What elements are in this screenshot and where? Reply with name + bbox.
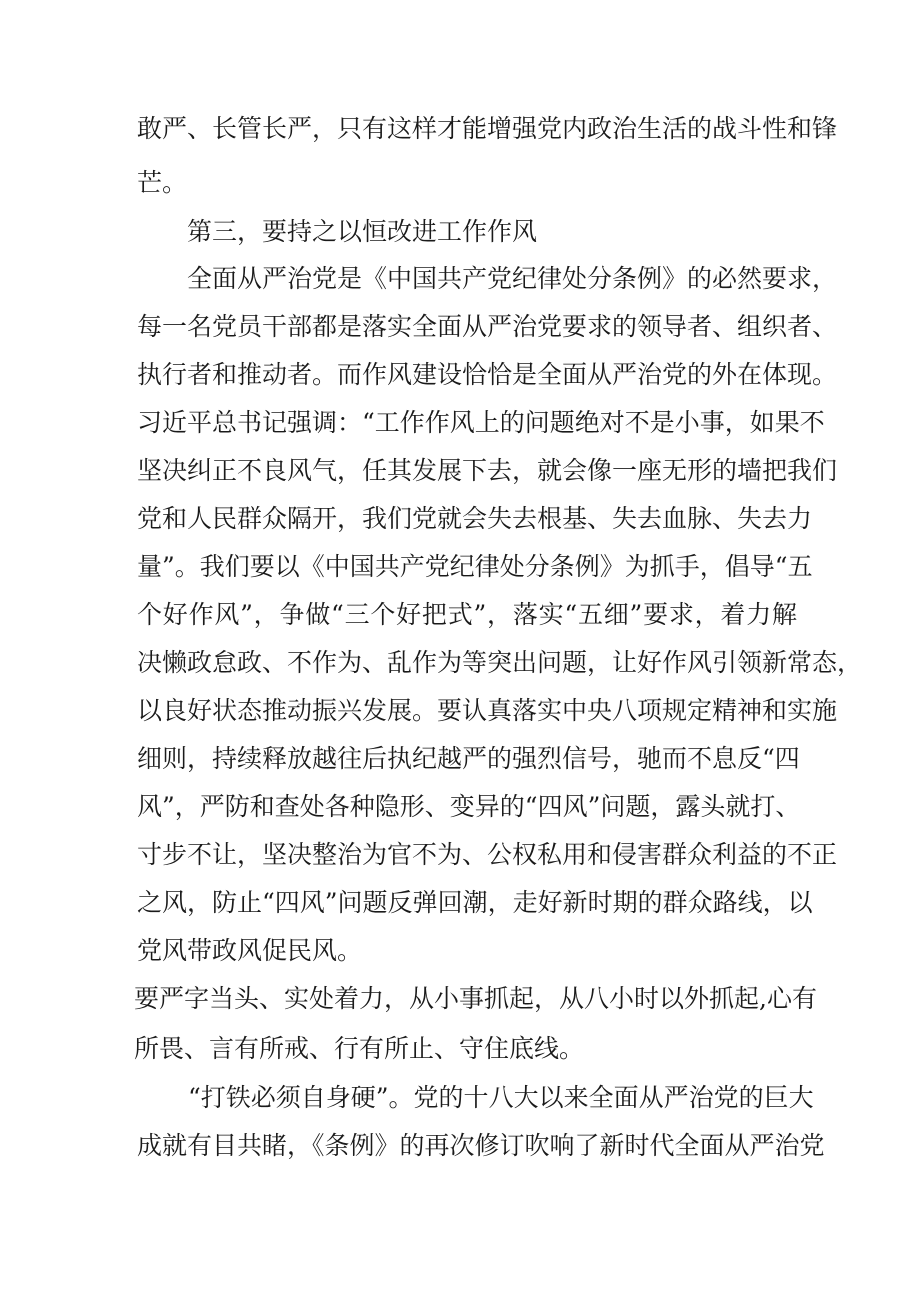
text-line: 芒。 (137, 168, 188, 197)
text-line: 全面从严治党是《中国共产党纪律处分条例》的必然要求， (187, 264, 838, 293)
text-line: 每一名党员干部都是落实全面从严治党要求的领导者、组织者、 (137, 312, 838, 341)
section-heading: 第三，要持之以恒改进工作作风 (187, 217, 538, 246)
text-line: 习近平总书记强调：“工作作风上的问题绝对不是小事，如果不 (137, 408, 825, 437)
text-line: 党和人民群众隔开，我们党就会失去根基、失去血脉、失去力 (137, 504, 813, 533)
text-line: 执行者和推动者。而作风建设恰恰是全面从严治党的外在体现。 (137, 360, 838, 389)
text-line: 敢严、长管长严，只有这样才能增强党内政治生活的战斗性和锋 (137, 114, 838, 143)
text-line: 要严字当头、实处着力，从小事抓起，从八小时以外抓起,心有 (134, 984, 817, 1013)
text-line: 细则，持续释放越往后执纪越严的强烈信号，驰而不息反“四 (137, 744, 800, 773)
text-line: 所畏、言有所戒、行有所止、守住底线。 (134, 1034, 585, 1063)
text-line: 之风，防止“四风”问题反弹回潮，走好新时期的群众路线，以 (137, 888, 813, 917)
text-line: 量”。我们要以《中国共产党纪律处分条例》为抓手，倡导“五 (137, 552, 813, 581)
text-line: 成就有目共睹，《条例》的再次修订吹响了新时代全面从严治党 (137, 1131, 825, 1160)
text-line: 个好作风”，争做“三个好把式”，落实“五细”要求，着力解 (137, 600, 797, 629)
text-line: 决懒政怠政、不作为、乱作为等突出问题，让好作风引领新常态， (137, 648, 863, 677)
text-line: 坚决纠正不良风气，任其发展下去，就会像一座无形的墙把我们 (137, 456, 838, 485)
text-line: 寸步不让，坚决整治为官不为、公权私用和侵害群众利益的不正 (137, 840, 838, 869)
text-line: 以良好状态推动振兴发展。要认真落实中央八项规定精神和实施 (137, 696, 838, 725)
text-line: 风”，严防和查处各种隐形、变异的“四风”问题，露头就打、 (137, 792, 801, 821)
text-line: “打铁必须自身硬”。党的十八大以来全面从严治党的巨大 (188, 1083, 814, 1112)
text-line: 党风带政风促民风。 (137, 936, 363, 965)
